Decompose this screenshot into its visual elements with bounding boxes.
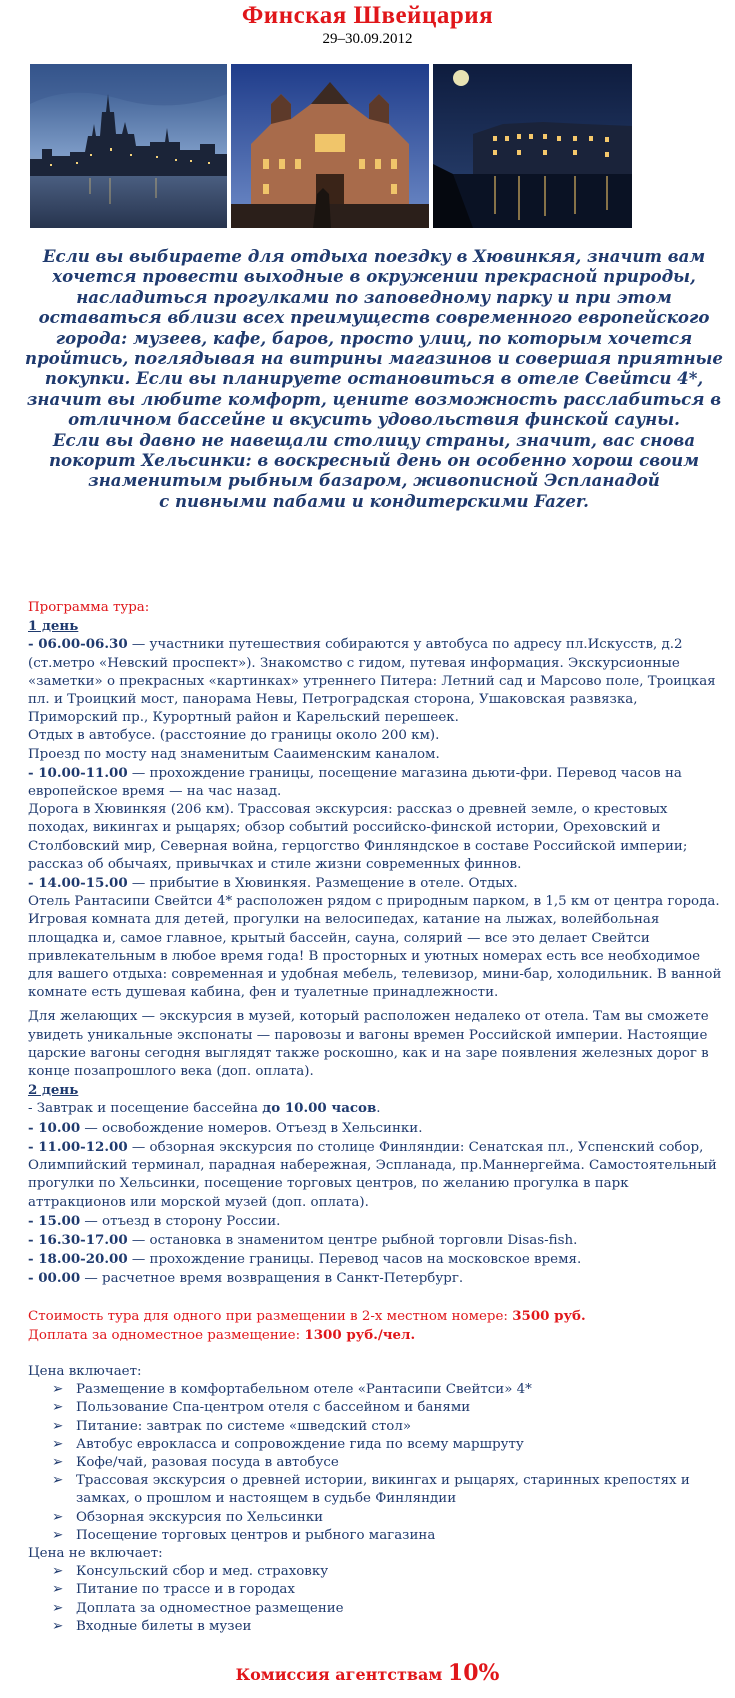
schedule-item: - Завтрак и посещение бассейна до 10.00 часов.	[28, 1100, 381, 1117]
schedule-time: - 15.00	[28, 1212, 81, 1229]
list-item: ➢ Консульский сбор и мед. страховку	[52, 1563, 728, 1581]
schedule-time: - 06.00-06.30	[28, 636, 128, 653]
photo-national-theatre	[231, 64, 429, 228]
schedule-text: — прохождение границы. Перевод часов на московское время.	[127, 1252, 582, 1268]
list-item: ➢ Автобус еврокласса и сопровождение гида по всему маршруту	[52, 1436, 728, 1454]
arrow-bullet-icon: ➢	[52, 1618, 64, 1634]
day1-schedule	[28, 635, 728, 1002]
tour-program	[28, 599, 728, 1636]
list-item: ➢ Кофе/чай, разовая посуда в автобусе	[52, 1454, 728, 1472]
arrow-bullet-icon: ➢	[52, 1582, 64, 1598]
schedule-time: - 10.00-11.00	[28, 764, 128, 781]
includes-list	[28, 1381, 728, 1545]
excludes-list	[28, 1563, 728, 1636]
list-item: ➢ Трассовая экскурсия о древней истории, викингах и рыцарях, старинных крепостях и замках, о прошлом и настоящем в судьбе Финляндии	[52, 1473, 690, 1507]
intro-text	[24, 246, 724, 511]
list-item: ➢ Пользование Спа-центром отеля с бассейном и банями	[52, 1399, 728, 1417]
museum-excursion: Для желающих — экскурсия в музей, который расположен недалеко от отела. Там вы сможете увидеть уникальные экспонаты — паровозы и вагоны времен Российской империи. Настоящие царские вагоны сегодня выглядят также роскошно, как и на заре появления железных дорог в конце позапрошлого века (доп. оплата).	[28, 1009, 709, 1080]
schedule-item	[28, 1250, 728, 1269]
schedule-text: — отъезд в сторону России.	[80, 1213, 281, 1229]
schedule-text: — остановка в знаменитом центре рыбной торговли Disas-fish.	[127, 1232, 578, 1248]
schedule-item	[28, 1119, 728, 1138]
agency-commission: Комиссия агентствам 10%	[235, 1660, 500, 1686]
arrow-bullet-icon: ➢	[52, 1400, 64, 1416]
photo-night-embankment	[433, 64, 632, 228]
price-double: Стоимость тура для одного при размещении в 2-х местном номере: 3500 руб.	[28, 1307, 586, 1324]
schedule-item	[28, 1269, 728, 1288]
program-heading: Программа тура:	[28, 600, 150, 615]
arrow-bullet-icon: ➢	[52, 1418, 64, 1434]
schedule-item	[28, 764, 728, 801]
schedule-item	[28, 1212, 728, 1231]
schedule-text: — освобождение номеров. Отъезд в Хельсинки.	[80, 1120, 423, 1136]
schedule-text: Отель Рантасипи Свейтси 4* расположен рядом с природным парком, в 1,5 км от центра города. Игровая комната для детей, прогулки на велосипедах, катание на лыжах, волейбольная площадка и, самое главное, крытый бассейн, сауна, солярий — все это делает Свейтси привлекательным в любое время года! В просторных и уютных номерах есть все необходимое для вашего отдыха: современная и удобная мебель, телевизор, мини-бар, холодильник. В ванной комнате есть душевая кабина, фен и туалетные принадлежности.	[28, 894, 722, 1001]
price-single-supplement: Доплата за одноместное размещение: 1300 руб./чел.	[28, 1326, 416, 1343]
intro-paragraph: Если вы выбираете для отдыха поездку в Хювинкяя, значит вам хочется провести выходные в окружении прекрасной природы, насладиться прогулками по заповедному парку и при этом оставаться вблизи всех преимуществ современного европейского города: музеев, кафе, баров, просто улиц, по которым хочется пройтись, поглядывая на витрины магазинов и совершая приятные покупки. Если вы планируете остановиться в отеле Свейтси 4*, значит вы любите комфорт, цените возможность расслабиться в отличном бассейне и вкусить удовольствия финской сауны.	[25, 246, 723, 430]
schedule-text: — обзорная экскурсия по столице Финляндии: Сенатская пл., Успенский собор, Олимпийский терминал, парадная набережная, Эспланада, пр.Маннергейма. Самостоятельный прогулки по Хельсинки, посещение торговых центров, по желанию прогулка в парк аттракционов или морской музей (доп. оплата).	[28, 1139, 717, 1210]
list-item: ➢ Доплата за одноместное размещение	[52, 1600, 728, 1618]
arrow-bullet-icon: ➢	[52, 1454, 64, 1470]
schedule-text: — прохождение границы, посещение магазина дьюти-фри. Перевод часов на европейское время — на час назад.	[28, 765, 682, 800]
list-item: ➢ Питание по трассе и в городах	[52, 1581, 728, 1599]
schedule-text: — расчетное время возвращения в Санкт-Петербург.	[80, 1271, 464, 1287]
schedule-text: — участники путешествия собираются у автобуса по адресу пл.Искусств, д.2 (ст.метро «Невский проспект»). Знакомство с гидом, путевая информация. Экскурсионные «заметки» о прекрасных «картинках» утреннего Питера: Летний сад и Марсово поле, Троицкая пл. и Троицкий мост, панорама Невы, Петроградская сторона, Ушаковская развязка, Приморский пр., Курортный район и Карельский перешеек.	[28, 637, 716, 726]
schedule-time: - 10.00	[28, 1119, 81, 1136]
day2-schedule	[28, 1119, 728, 1289]
schedule-item	[28, 893, 728, 1002]
schedule-item	[28, 874, 728, 893]
schedule-item	[28, 746, 728, 764]
schedule-time: - 14.00-15.00	[28, 875, 128, 892]
arrow-bullet-icon: ➢	[52, 1564, 64, 1580]
schedule-text: Дорога в Хювинкяя (206 км). Трассовая экскурсия: рассказ о древней земле, о крестовых походах, викингах и рыцарях; обзор событий российско-финской истории, Ореховский и Столбовский мир, Северная война, герцогство Финляндское в составе Российской империи; рассказ об обычаях, привычках и стиле жизни современных финнов.	[28, 802, 688, 872]
schedule-text: Отдых в автобусе. (расстояние до границы около 200 км).	[28, 728, 440, 744]
arrow-bullet-icon: ➢	[52, 1600, 64, 1616]
schedule-time: - 18.00-20.00	[28, 1251, 128, 1268]
arrow-bullet-icon: ➢	[52, 1382, 64, 1398]
schedule-time: - 00.00	[28, 1270, 81, 1287]
schedule-time: - 16.30-17.00	[28, 1231, 128, 1248]
photo-helsinki-cathedral	[30, 64, 227, 228]
schedule-item	[28, 1138, 728, 1212]
schedule-time: - 11.00-12.00	[28, 1138, 128, 1155]
list-item: ➢ Питание: завтрак по системе «шведский стол»	[52, 1418, 728, 1436]
intro-paragraph: с пивными пабами и кондитерскими Fazer.	[159, 490, 589, 511]
list-item: ➢ Размещение в комфортабельном отеле «Рантасипи Свейтси» 4*	[52, 1381, 728, 1399]
list-item: ➢ Посещение торговых центров и рыбного магазина	[52, 1527, 728, 1545]
tour-date: 29–30.09.2012	[322, 31, 413, 47]
schedule-item	[28, 635, 728, 727]
intro-paragraph: Если вы давно не навещали столицу страны, значит, вас снова покорит Хельсинки: в воскресный день он особенно хорош своим знаменитым рыбным базаром, живописной Эспланадой	[48, 429, 700, 491]
includes-heading: Цена включает:	[28, 1363, 142, 1379]
day1-heading: 1 день	[28, 618, 79, 635]
arrow-bullet-icon: ➢	[52, 1509, 64, 1525]
day2-heading: 2 день	[28, 1082, 79, 1099]
arrow-bullet-icon: ➢	[52, 1473, 64, 1489]
schedule-item	[28, 1231, 728, 1250]
arrow-bullet-icon: ➢	[52, 1436, 64, 1452]
list-item: ➢ Обзорная экскурсия по Хельсинки	[52, 1509, 728, 1527]
schedule-item	[28, 727, 728, 745]
schedule-text: Проезд по мосту над знаменитым Сааименским каналом.	[28, 746, 440, 762]
schedule-text: — прибытие в Хювинкяя. Размещение в отеле. Отдых.	[127, 876, 518, 892]
page-title: Финская Швейцария	[241, 2, 494, 29]
arrow-bullet-icon: ➢	[52, 1527, 64, 1543]
excludes-heading: Цена не включает:	[28, 1545, 163, 1561]
list-item: ➢ Входные билеты в музеи	[52, 1618, 728, 1636]
schedule-item	[28, 801, 728, 874]
